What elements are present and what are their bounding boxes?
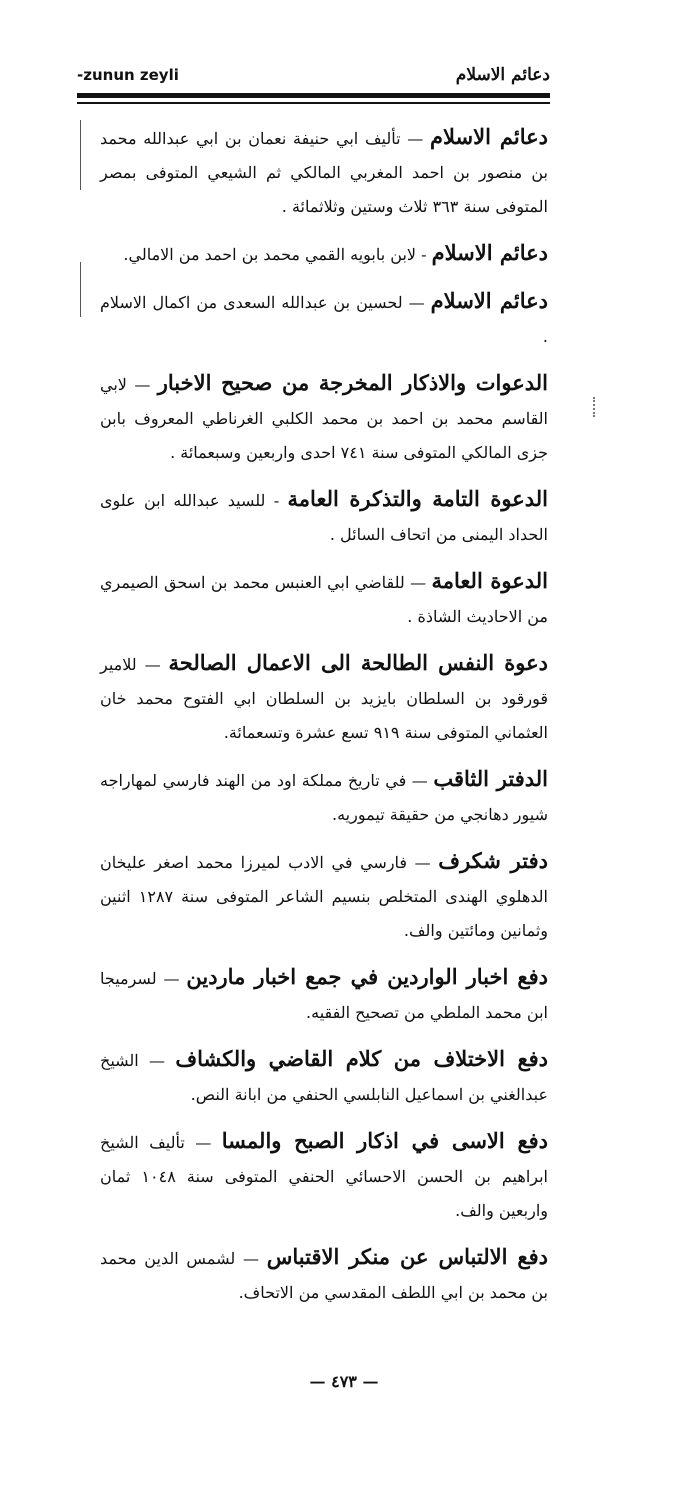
- running-head: [77, 62, 550, 88]
- entry-term: دعائم الاسلام: [430, 124, 548, 149]
- entry-term: الدفتر الثاقب: [433, 766, 548, 791]
- running-head-right: دعائم الاسلام: [455, 65, 550, 85]
- entry-description: - لابن بابويه القمي محمد بن احمد من الامالي.: [123, 245, 427, 264]
- entry: [100, 284, 548, 354]
- entry-description: — للقاضي ابي العنبس محمد بن اسحق الصيمري من الاحاديث الشاذة .: [100, 573, 548, 626]
- entry-description: — فارسي في الادب لميرزا محمد اصغر عليخان الدهلوي الهندى المتخلص بنسيم الشاعر المتوفى سنة ١٢٨٧ اثنين وثمانين ومائتين والف.: [100, 853, 548, 940]
- entry: [100, 482, 548, 552]
- entry: [100, 120, 548, 224]
- entry: [100, 366, 548, 470]
- entry-description: — في تاريخ مملكة اود من الهند فارسي لمهاراجه شيور دهانجي من حقيقة تيموريه.: [100, 771, 548, 824]
- entry-term: دعوة النفس الطالحة الى الاعمال الصالحة: [168, 650, 548, 675]
- entry-description: — الشيخ عبدالغني بن اسماعيل النابلسي الحنفي من ابانة النص.: [100, 1051, 548, 1104]
- margin-line: [80, 120, 81, 190]
- margin-mark: [593, 397, 597, 417]
- entry-description: — لشمس الدين محمد بن محمد بن ابي اللطف المقدسي من الاتحاف.: [100, 1249, 548, 1302]
- entry-description: - للسيد عبدالله ابن علوى الحداد اليمنى من اتحاف السائل .: [100, 491, 548, 544]
- entry: [100, 844, 548, 948]
- entry: [100, 1240, 548, 1310]
- entry-term: دفع الاسى في اذكار الصبح والمسا: [221, 1128, 549, 1153]
- entry-term: دعائم الاسلام: [430, 288, 548, 313]
- entry-description: — لسرميجا ابن محمد الملطي من تصحيح الفقيه.: [100, 969, 548, 1022]
- entry-term: دفع اخبار الواردين في جمع اخبار ماردين: [186, 964, 548, 989]
- entry: [100, 960, 548, 1030]
- entry-term: دفع الالتباس عن منكر الاقتباس: [266, 1244, 548, 1269]
- entry-term: دفتر شكرف: [438, 848, 548, 873]
- entry-term: الدعوات والاذكار المخرجة من صحيح الاخبار: [157, 370, 549, 395]
- entry-description: — لحسين بن عبدالله السعدى من اكمال الاسلام .: [100, 293, 548, 346]
- entry-term: دفع الاختلاف من كلام القاضي والكشاف: [175, 1046, 549, 1071]
- entry-term: الدعوة التامة والتذكرة العامة: [287, 486, 548, 511]
- entry: [100, 564, 548, 634]
- header-rule-thin: [77, 102, 550, 104]
- entry-term: دعائم الاسلام: [431, 240, 548, 265]
- entry: [100, 646, 548, 750]
- header-rule-thick: [77, 93, 550, 98]
- entry: [100, 762, 548, 832]
- entry: [100, 1124, 548, 1228]
- entry-description: — للامير قورقود بن السلطان بايزيد بن السلطان ابي الفتوح محمد خان العثماني المتوفى سنة ٩١٩ تسع عشرة وتسعمائة.: [100, 655, 548, 742]
- entry-term: الدعوة العامة: [431, 568, 548, 593]
- entry: [100, 1042, 548, 1112]
- page-number: — ٤٧٣ —: [309, 1372, 379, 1391]
- entry-description: — تأليف ابي حنيفة نعمان بن ابي عبدالله محمد بن منصور بن احمد المغربي المالكي ثم الشيعي المتوفى بمصر المتوفى سنة ٣٦٣ ثلاث وستين وثلاثمائة .: [100, 129, 548, 216]
- running-head-left: -zunun zeyli: [77, 66, 179, 84]
- entry-list: [100, 120, 548, 1322]
- entry: [100, 236, 548, 272]
- entry-description: — لابي القاسم محمد بن احمد بن محمد الكلبي الغرناطي المعروف بابن جزى المالكي المتوفى سنة ٧٤١ احدى واربعين وسبعمائة .: [100, 375, 548, 462]
- entry-description: — تأليف الشيخ ابراهيم بن الحسن الاحسائي الحنفي المتوفى سنة ١٠٤٨ ثمان واربعين والف.: [100, 1133, 548, 1220]
- margin-line: [80, 262, 81, 317]
